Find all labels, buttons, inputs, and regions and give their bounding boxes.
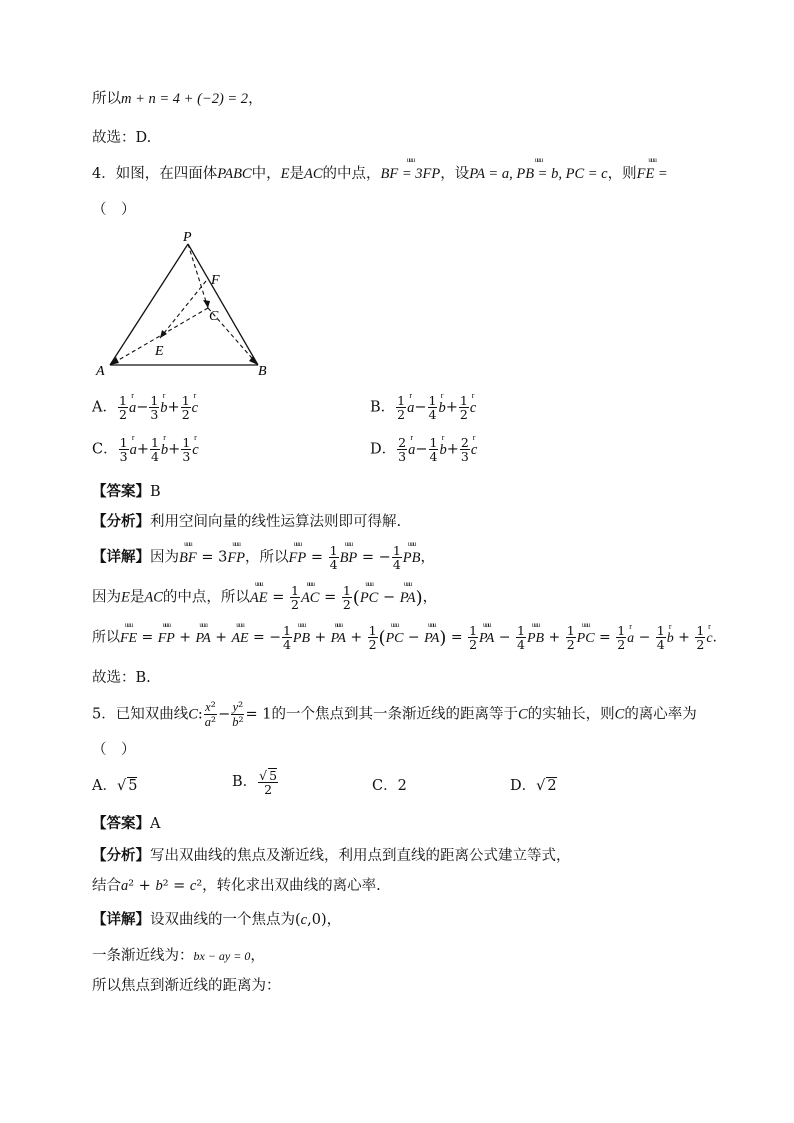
label-P: P (183, 230, 192, 245)
edge-PB (188, 244, 258, 365)
conclusion-line (92, 87, 263, 108)
text: 所以 (92, 629, 120, 646)
text: ，设 (440, 166, 470, 182)
option-label: C． (92, 441, 118, 458)
detail-4-line1: 【详解】因为uuu BF = 3uuu FP，所以uuu FP = $\frac{1}{4}$ uuu BP = − $\frac{1}{4}$ uuu PB， (92, 544, 435, 571)
option-label: D． (370, 441, 397, 458)
answer-label: 【答案】 (92, 815, 150, 832)
question-number: 5． (92, 706, 116, 723)
text: 的中点， (322, 166, 381, 182)
text: 结合 (92, 878, 121, 894)
edge-PC (188, 244, 208, 308)
option-label: B． (370, 399, 396, 416)
analysis-5-line1 (92, 844, 571, 865)
choice-line: 故选：D. (92, 130, 152, 146)
option-value: 2 (547, 778, 557, 794)
detail-label: 【详解】 (92, 911, 150, 928)
question-4-paren: （ ） (92, 202, 136, 218)
detail-4-line2: 因为E是AC的中点，所以uuu AE = $\frac{1}{2}$ uuu AC = $\frac{1}{2}$ (uuu PC − uuu PA)， (92, 584, 437, 611)
label-F: F (211, 273, 220, 288)
question-number: 4． (92, 166, 116, 182)
option-value: 5 (269, 768, 278, 783)
option-5C[interactable] (372, 774, 407, 795)
arrow-head-C (203, 300, 210, 308)
math: E (280, 166, 290, 182)
math-vectors: uuu PA = a, PB = b, PC = c (469, 166, 607, 183)
answer-5 (92, 812, 160, 833)
question-5-stem: 5．已知双曲线C: $\frac{\text{x²}}{\text{a²}}$ − $\frac{\text{y²}}{\text{b²}}$ = 1的一个焦点到其一条渐近线的距离等于C的实轴长，则C的离心率为 (92, 699, 697, 730)
option-C[interactable]: C． $\frac{1}{3}$ r a+ $\frac{1}{4}$ r b+ $\frac{1}{3}$ r c (92, 436, 199, 463)
analysis-5-line2: 结合a² + b² = c²，转化求出双曲线的离心率. (92, 878, 381, 894)
option-A[interactable]: A． $\frac{1}{2}$ r a− $\frac{1}{3}$ r b+ $\frac{1}{2}$ r c (92, 394, 198, 421)
text: 因为 (92, 589, 121, 606)
analysis-4 (92, 510, 401, 531)
text: 的离心率为 (624, 706, 697, 723)
question-4-stem (92, 162, 668, 183)
text: 的实轴长，则 (527, 706, 615, 723)
math-condition: uuu BF = 3FP (381, 166, 441, 183)
vector-FE (160, 281, 206, 338)
option-5B[interactable]: B． $\frac{√ 5}{2}$ (232, 768, 278, 798)
option-label: D． (510, 778, 537, 794)
option-B[interactable]: B． $\frac{1}{2}$ r a− $\frac{1}{4}$ r b+ $\frac{1}{2}$ r c (370, 394, 476, 421)
detail-label: 【详解】 (92, 548, 150, 566)
option-label: C． (372, 778, 398, 794)
text: 一条渐近线为： (92, 948, 194, 964)
math-expr: m + n = 4 + (−2) = 2 (121, 91, 249, 107)
detail-5-line1: 【详解】设双曲线的一个焦点为(c,0)， (92, 911, 342, 928)
text: ， (250, 948, 265, 964)
answer-value: B (150, 484, 161, 500)
math-ask: uuu FE = (637, 166, 668, 183)
math: PABC (217, 166, 252, 182)
text: 的中点，所以 (162, 589, 250, 606)
math: C (517, 706, 528, 723)
detail-4-line3: 所以uuu FE = uuu FP + uuu PA + uuu AE = − $\frac{1}{4}$ uuu PB + uuu PA + $\frac{1}{2}$ (uuu PC − uuu PA) = $\frac{1}{2}$ uuu PA − $\frac{1}{4}$ uuu PB + $\frac{1}{2}$ uuu PC = $\frac{1}{2}$ r a − $\frac{1}{4}$ r b + $\frac{1}{2}$ r c. (92, 624, 717, 651)
text: 是 (129, 589, 145, 606)
option-label: A． (92, 778, 117, 794)
tetrahedron-figure (88, 226, 288, 386)
answer-value: A (150, 816, 161, 832)
answer-4 (92, 480, 161, 501)
option-label: A． (92, 399, 117, 416)
choice-line-4: 故选：B. (92, 670, 151, 686)
analysis-text: 利用空间向量的线性运算法则即可得解. (150, 514, 402, 530)
text: 已知双曲线 (115, 706, 189, 723)
option-5D[interactable]: D．√ 2 (510, 778, 557, 794)
option-5A[interactable]: A．√ 5 (92, 778, 138, 794)
answer-label: 【答案】 (92, 483, 150, 500)
arrow-head-B (249, 356, 258, 365)
option-value: 2 (397, 778, 407, 794)
analysis-label: 【分析】 (92, 847, 150, 864)
math: AC (303, 166, 323, 182)
option-D[interactable]: D． $\frac{2}{3}$ r a− $\frac{1}{4}$ r b+ $\frac{2}{3}$ r c (370, 436, 477, 463)
text: 设双曲线的一个焦点为 (150, 912, 295, 928)
detail-5-line3: 所以焦点到渐近线的距离为： (92, 978, 281, 994)
label-E: E (155, 344, 164, 359)
text: ， (248, 91, 263, 107)
detail-5-line2: 一条渐近线为：bx − ay = 0， (92, 948, 265, 964)
option-value: 5 (128, 778, 138, 794)
label-A: A (96, 364, 105, 379)
text: ，则 (607, 166, 637, 182)
question-5-paren: （ ） (92, 742, 136, 758)
label-B: B (258, 364, 267, 379)
text: 的一个焦点到其一条渐近线的距离等于 (271, 706, 518, 723)
text: ，所以 (245, 549, 289, 566)
text: 是 (289, 166, 304, 182)
text: 所以 (92, 91, 121, 107)
text: ，转化求出双曲线的离心率. (202, 878, 381, 894)
option-label: B． (232, 774, 258, 791)
label-C: C (209, 309, 219, 324)
text: ， (326, 912, 342, 928)
edge-PA (110, 244, 188, 365)
analysis-label: 【分析】 (92, 513, 150, 530)
analysis-text: 写出双曲线的焦点及渐近线，利用点到直线的距离公式建立等式， (150, 848, 571, 864)
text: 因为 (150, 549, 179, 566)
text: 中， (251, 166, 281, 182)
text: 如图，在四面体 (115, 166, 218, 182)
